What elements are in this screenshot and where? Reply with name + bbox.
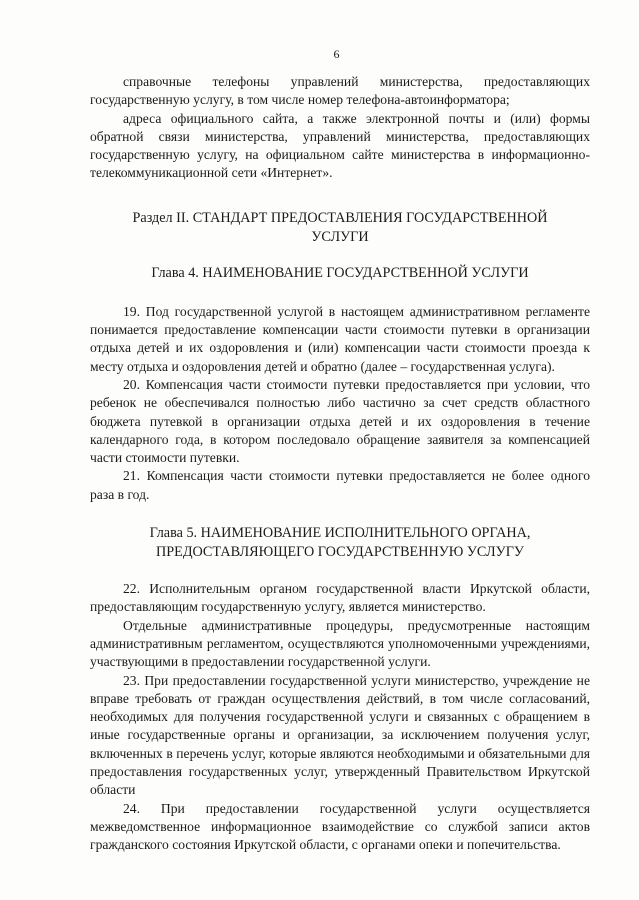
document-body: [90, 73, 590, 855]
chapter-heading: Глава 5. НАИМЕНОВАНИЕ ИСПОЛНИТЕЛЬНОГО ОРГАНА, ПРЕДОСТАВЛЯЮЩЕГО ГОСУДАРСТВЕННУЮ УСЛУГУ: [149, 525, 531, 561]
section-heading: Раздел II. СТАНДАРТ ПРЕДОСТАВЛЕНИЯ ГОСУДАРСТВЕННОЙ УСЛУГИ: [132, 209, 548, 245]
paragraph: 24. При предоставлении государственной услуги осуществляется межведомственное информационное взаимодействие со службой записи актов гражданского состояния Иркутской области, с органами опеки и попечительства.: [90, 800, 590, 853]
paragraph: Отдельные административные процедуры, предусмотренные настоящим административным регламентом, осуществляются уполномоченными учреждениями, участвующими в предоставлении государственной услуги.: [90, 617, 590, 670]
paragraph: 20. Компенсация части стоимости путевки предоставляется при условии, что ребенок не обеспечивался полностью либо частично за счет средств областного бюджета путевкой в организации отдыха детей и их оздоровления в течение календарного года, в котором последовало обращение заявителя за компенсацией части стоимости путевки.: [90, 376, 590, 466]
paragraph: адреса официального сайта, а также электронной почты и (или) формы обратной связи министерства, управлений министерства, предоставляющих государственную услугу, на официальном сайте министерства в информационно-телекоммуникационной сети «Интернет».: [90, 110, 590, 181]
paragraph: 21. Компенсация части стоимости путевки предоставляется не более одного раза в год.: [90, 468, 590, 502]
paragraph: справочные телефоны управлений министерства, предоставляющих государственную услугу, в том числе номер телефона-автоинформатора;: [90, 74, 590, 108]
paragraph: 22. Исполнительным органом государственной власти Иркутской области, предоставляющим государственную услугу, является министерство.: [90, 581, 590, 615]
paragraph: 23. При предоставлении государственной услуги министерство, учреждение не вправе требовать от граждан осуществления действий, в том числе согласований, необходимых для получения государственной услуги и связанных с обращением в иные государственные органы и организации, за исключением получения услуг, включенных в перечень услуг, которые являются необходимыми и обязательными для предоставления государственных услуг, утвержденный Правительством Иркутской области: [90, 672, 590, 798]
page-number: 6: [333, 47, 340, 61]
chapter-heading: Глава 4. НАИМЕНОВАНИЕ ГОСУДАРСТВЕННОЙ УСЛУГИ: [151, 264, 529, 281]
paragraph: 19. Под государственной услугой в настоящем административном регламенте понимается предоставление компенсации части стоимости путевки в организации отдыха детей и их оздоровления и (или) компенсации части стоимости проезда к месту отдыха и оздоровления детей и обратно (далее – государственная услуга).: [90, 303, 590, 374]
